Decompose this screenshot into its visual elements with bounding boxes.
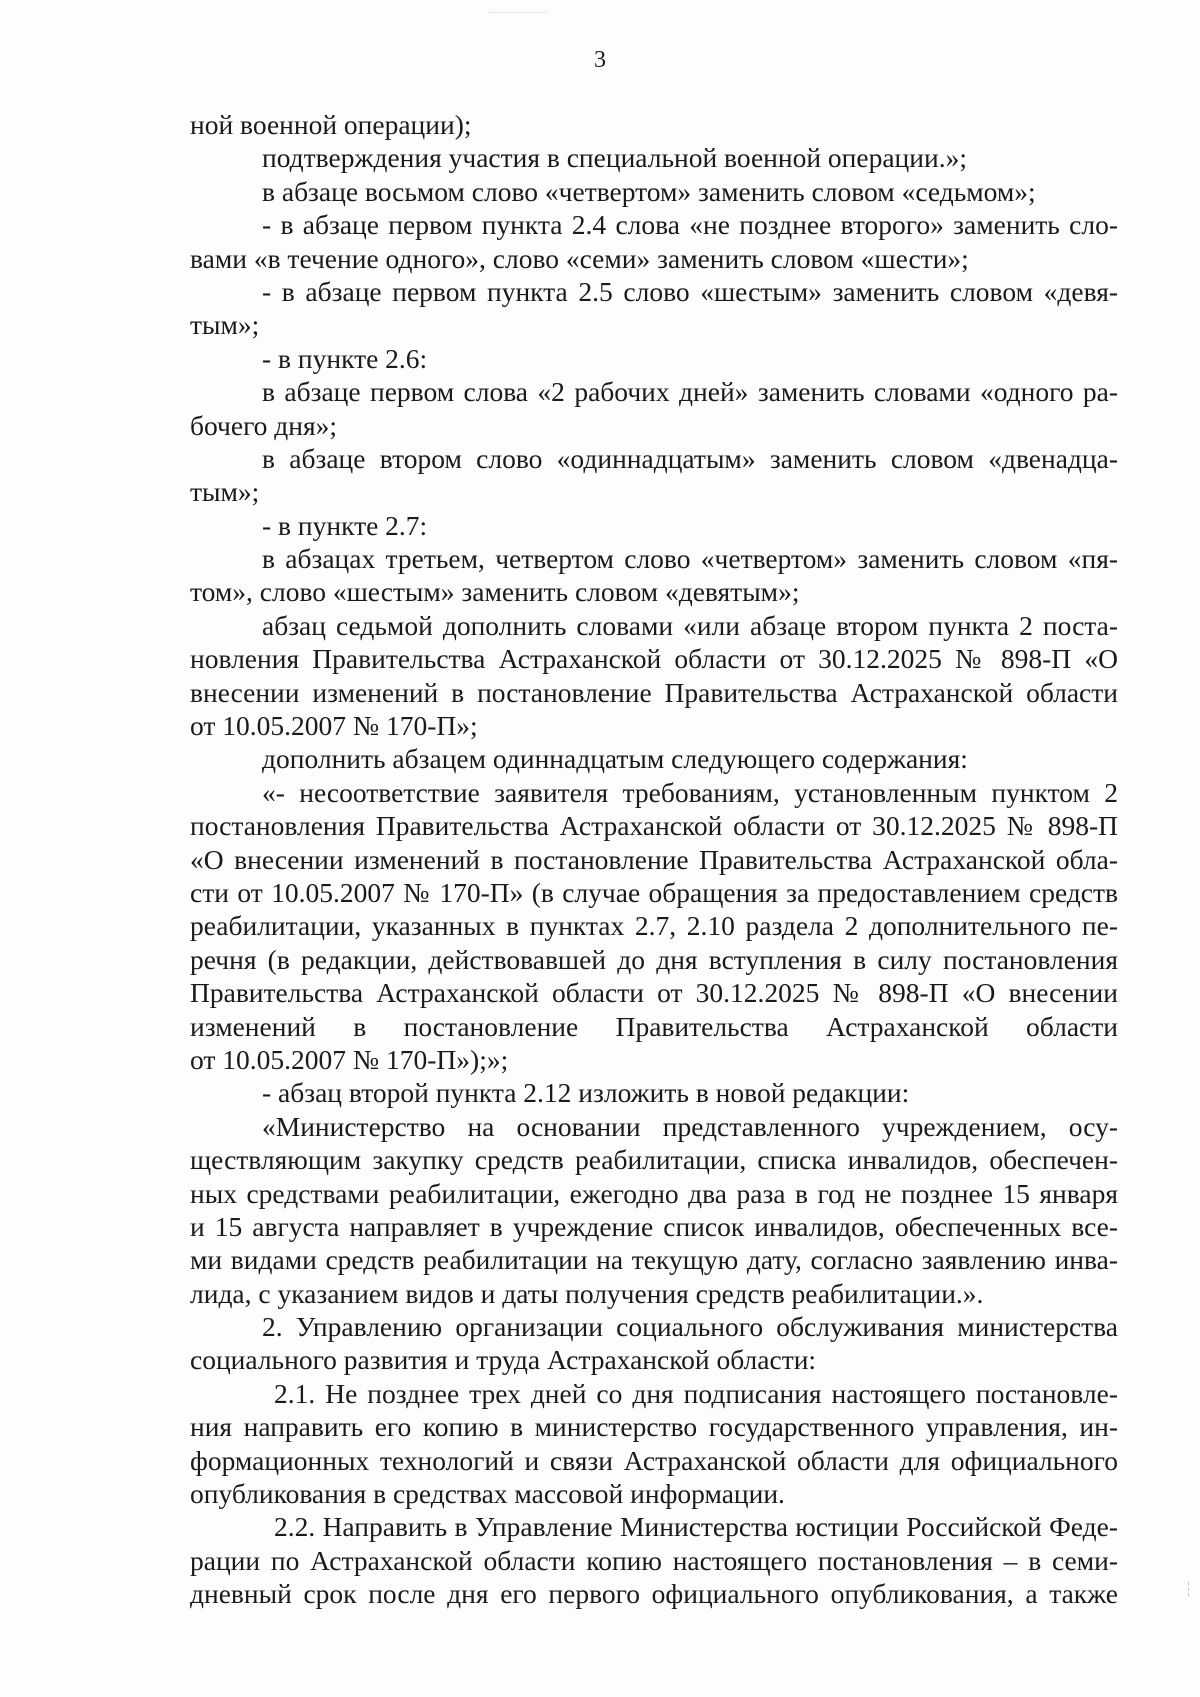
text-line: дополнить абзацем одиннадцатым следующего содержания:: [262, 743, 968, 775]
text-line: 2.2. Направить в Управление Министерства юстиции Российской Феде-: [274, 1511, 1118, 1543]
text-line: речня (в редакции, действовавшей до дня вступления в силу постановления: [190, 943, 1118, 975]
text-line: внесении изменений в постановление Правительства Астраханской области: [190, 676, 1118, 708]
text-line: в абзаце втором слово «одиннадцатым» заменить словом «двенадца-: [262, 442, 1118, 474]
text-line: - в абзаце первом пункта 2.4 слова «не позднее второго» заменить сло-: [262, 209, 1118, 241]
text-line: ния направить его копию в министерство государственного управления, ин-: [190, 1411, 1118, 1443]
text-line: в абзаце восьмом слово «четвертом» заменить словом «седьмом»;: [262, 175, 1036, 207]
page-number: 3: [594, 47, 606, 73]
text-line: ной военной операции);: [190, 109, 472, 140]
text-line: опубликования в средствах массовой информации.: [190, 1478, 785, 1510]
text-line: - в пункте 2.7:: [262, 509, 428, 541]
text-line: постановления Правительства Астраханской области от 30.12.2025 № 898-П: [190, 810, 1118, 842]
text-line: «О внесении изменений в постановление Правительства Астраханской обла-: [190, 843, 1118, 875]
text-line: тым»;: [190, 476, 260, 508]
text-line: 2.1. Не позднее трех дней со дня подписания настоящего постановле-: [274, 1377, 1118, 1409]
document-body: [190, 108, 1118, 1611]
text-line: формационных технологий и связи Астраханской области для официального: [190, 1444, 1118, 1476]
text-line: ществляющим закупку средств реабилитации, списка инвалидов, обеспечен-: [190, 1144, 1118, 1176]
text-line: «- несоответствие заявителя требованиям, установленным пунктом 2: [262, 776, 1118, 808]
scan-artifact: [488, 12, 548, 19]
text-line: абзац седьмой дополнить словами «или абзаце втором пункта 2 поста-: [262, 609, 1118, 641]
text-line: - в пункте 2.6:: [262, 342, 428, 374]
text-line: «Министерство на основании представленного учреждением, осу-: [262, 1110, 1118, 1142]
text-line: в абзаце первом слова «2 рабочих дней» заменить словами «одного ра-: [262, 376, 1118, 408]
text-line: том», слово «шестым» заменить словом «девятым»;: [190, 576, 800, 608]
text-line: тым»;: [190, 309, 260, 341]
text-line: рации по Астраханской области копию настоящего постановления – в семи-: [190, 1544, 1118, 1576]
text-line: реабилитации, указанных в пунктах 2.7, 2.10 раздела 2 дополнительного пе-: [190, 910, 1118, 942]
text-line: от 10.05.2007 № 170-П»;: [190, 710, 478, 742]
text-line: изменений в постановление Правительства Астраханской области: [190, 1010, 1118, 1042]
text-line: ми видами средств реабилитации на текущую дату, согласно заявлению инва-: [190, 1244, 1118, 1276]
text-line: вами «в течение одного», слово «семи» заменить словом «шести»;: [190, 242, 969, 274]
text-line: - абзац второй пункта 2.12 изложить в новой редакции:: [262, 1077, 910, 1109]
text-line: в абзацах третьем, четвертом слово «четвертом» заменить словом «пя-: [262, 543, 1118, 575]
text-line: ных средствами реабилитации, ежегодно два раза в год не позднее 15 января: [190, 1177, 1118, 1209]
scan-artifact: [1188, 1582, 1195, 1596]
text-line: и 15 августа направляет в учреждение список инвалидов, обеспеченных все-: [190, 1210, 1118, 1242]
text-line: новления Правительства Астраханской области от 30.12.2025 № 898-П «О: [190, 643, 1118, 675]
text-line: бочего дня»;: [190, 409, 338, 441]
text-line: сти от 10.05.2007 № 170-П» (в случае обращения за предоставлением средств: [190, 876, 1118, 908]
text-line: Правительства Астраханской области от 30.12.2025 № 898-П «О внесении: [190, 977, 1118, 1009]
text-line: - в абзаце первом пункта 2.5 слово «шестым» заменить словом «девя-: [262, 275, 1118, 307]
text-line: 2. Управлению организации социального обслуживания министерства: [262, 1311, 1118, 1343]
text-line: лида, с указанием видов и даты получения средств реабилитации.».: [190, 1277, 984, 1309]
text-line: от 10.05.2007 № 170-П»);»;: [190, 1043, 509, 1075]
text-line: дневный срок после дня его первого официального опубликования, а также: [190, 1578, 1118, 1610]
text-line: социального развития и труда Астраханской области:: [190, 1344, 817, 1376]
text-line: подтверждения участия в специальной военной операции.»;: [262, 142, 967, 174]
